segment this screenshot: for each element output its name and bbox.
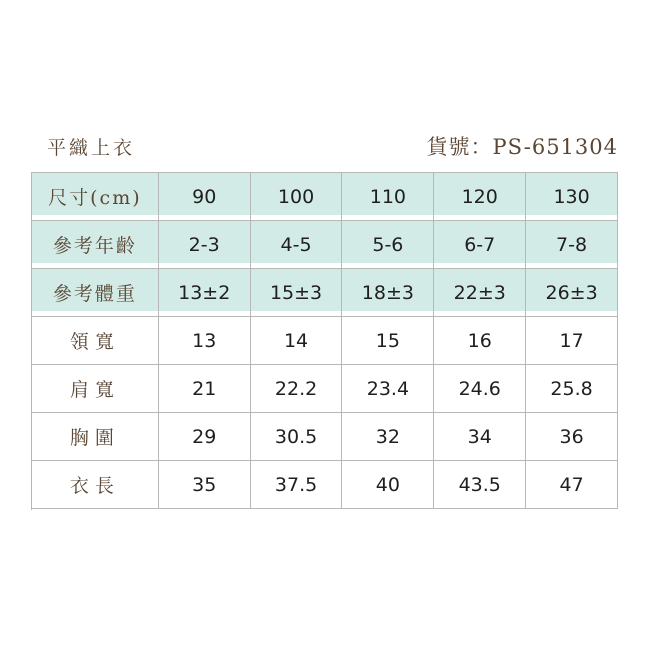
cell-value: 22.2	[274, 377, 318, 400]
size-label-cell	[32, 173, 159, 221]
table-cell	[159, 317, 251, 365]
weight-cell	[159, 269, 251, 317]
weight-cell	[342, 269, 434, 317]
cell-value: 35	[192, 473, 217, 496]
table-cell	[526, 317, 618, 365]
row-label-cell	[32, 461, 159, 509]
table-cell	[526, 413, 618, 461]
row-label: 領寬	[69, 331, 120, 353]
cell-value: 30.5	[274, 425, 318, 448]
weight-cell	[526, 269, 618, 317]
cell-value: 29	[192, 425, 217, 448]
table-cell	[434, 365, 526, 413]
cell-value: 43.5	[458, 473, 501, 496]
age-cell	[434, 221, 526, 269]
product-title: 平織上衣	[47, 137, 136, 159]
size-cell	[434, 173, 526, 221]
cell-value: 14	[283, 329, 309, 352]
age-value: 5-6	[372, 233, 404, 256]
size-cell	[159, 173, 251, 221]
table-cell	[251, 461, 343, 509]
cell-value: 37.5	[274, 473, 318, 496]
age-cell	[159, 221, 251, 269]
weight-value: 15±3	[269, 281, 323, 304]
row-label-cell	[32, 413, 159, 461]
cell-value: 17	[559, 329, 584, 352]
table-row	[32, 317, 618, 365]
weight-label: 參考體重	[52, 283, 137, 305]
cell-value: 34	[467, 425, 492, 448]
cell-value: 47	[559, 473, 584, 496]
weight-row	[32, 269, 618, 317]
weight-value: 22±3	[453, 281, 506, 304]
size-value: 90	[192, 185, 217, 208]
age-cell	[251, 221, 343, 269]
table-cell	[251, 365, 343, 413]
table-cell	[342, 461, 434, 509]
age-label: 參考年齡	[52, 235, 137, 257]
table-cell	[342, 365, 434, 413]
table-row	[32, 365, 618, 413]
size-chart-table	[31, 172, 618, 510]
cell-value: 21	[192, 377, 217, 400]
table-cell	[342, 317, 434, 365]
size-label: 尺寸(cm)	[48, 187, 142, 209]
table-cell	[159, 365, 251, 413]
size-value: 130	[553, 185, 590, 208]
row-label: 衣長	[69, 475, 120, 497]
cell-value: 40	[375, 473, 400, 496]
cell-value: 32	[375, 425, 400, 448]
weight-cell	[251, 269, 343, 317]
table-cell	[434, 413, 526, 461]
weight-label-cell	[32, 269, 159, 317]
table-cell	[434, 317, 526, 365]
cell-value: 36	[559, 425, 584, 448]
size-cell	[251, 173, 343, 221]
weight-value: 13±2	[178, 281, 231, 304]
cell-value: 15	[375, 329, 400, 352]
size-value: 110	[369, 185, 407, 208]
age-cell	[342, 221, 434, 269]
row-label-cell	[32, 365, 159, 413]
table-row	[32, 413, 618, 461]
age-value: 6-7	[464, 233, 496, 256]
table-cell	[159, 461, 251, 509]
row-label: 胸圍	[69, 427, 120, 449]
age-value: 7-8	[556, 233, 588, 256]
product-code: 貨號：PS-651304	[426, 135, 618, 159]
table-cell	[159, 413, 251, 461]
table-cell	[434, 461, 526, 509]
age-label-cell	[32, 221, 159, 269]
row-label: 肩寬	[69, 379, 120, 401]
row-label-cell	[32, 317, 159, 365]
weight-cell	[434, 269, 526, 317]
cell-value: 13	[192, 329, 217, 352]
table-cell	[251, 413, 343, 461]
size-cell	[526, 173, 618, 221]
age-row	[32, 221, 618, 269]
table-cell	[342, 413, 434, 461]
cell-value: 25.8	[550, 377, 593, 400]
age-cell	[526, 221, 618, 269]
weight-value: 18±3	[361, 281, 414, 304]
table-cell	[526, 461, 618, 509]
age-value: 2-3	[188, 233, 220, 256]
cell-value: 24.6	[458, 377, 501, 400]
weight-value: 26±3	[545, 281, 598, 304]
cell-value: 16	[467, 329, 492, 352]
cell-value: 23.4	[366, 377, 410, 400]
table-cell	[526, 365, 618, 413]
size-cell	[342, 173, 434, 221]
table-cell	[251, 317, 343, 365]
table-row	[32, 461, 618, 509]
size-value: 100	[277, 185, 315, 208]
size-header-row	[32, 173, 618, 221]
size-value: 120	[461, 185, 498, 208]
age-value: 4-5	[280, 233, 312, 256]
